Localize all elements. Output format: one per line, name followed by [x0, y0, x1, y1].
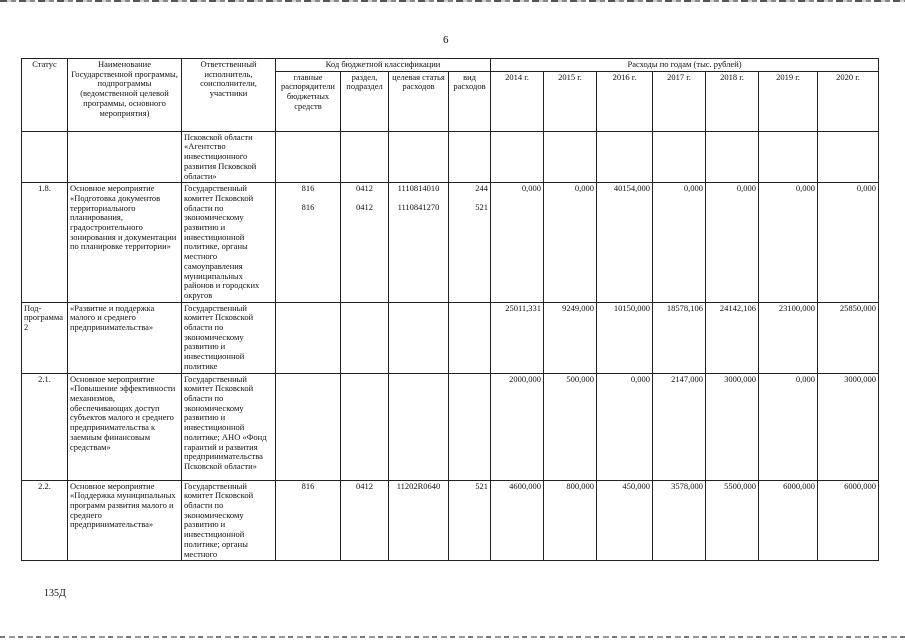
code-value: 0412	[356, 183, 373, 194]
header-responsible: Ответственный исполнитель, соисполнители, участники	[182, 59, 276, 132]
code-value: 521	[475, 480, 489, 491]
row-code-article	[389, 480, 449, 561]
row-code-article	[389, 131, 449, 183]
row-code-admin	[276, 480, 341, 561]
row-code-admin	[276, 302, 341, 373]
row-value: 25850,000	[818, 302, 879, 373]
page-code: 135Д	[44, 588, 66, 599]
row-name: Основное мероприятие «Повышение эффективности механизмов, обеспечивающих доступ субъектов малого и среднего предпринимательства к заемным финансовым средствам»	[68, 373, 182, 480]
code-value: 244	[475, 183, 489, 194]
code-value: 521	[475, 201, 489, 212]
header-budget-col: раздел, подраздел	[341, 71, 389, 131]
row-name: Основное мероприятие «Подготовка документов территориального планирования, градостроительного зонирования и документации по планировке территории»	[68, 183, 182, 302]
row-code-section	[341, 183, 389, 302]
row-value	[491, 131, 544, 183]
row-value: 3578,000	[653, 480, 706, 561]
header-year: 2016 г.	[597, 71, 653, 131]
code-value: 816	[301, 201, 315, 212]
row-code-type	[449, 183, 491, 302]
row-responsible: Государственный комитет Псковской области по экономическому развитию и инвестиционной политике	[182, 302, 276, 373]
code-value: 1110841270	[397, 201, 440, 212]
row-code-type	[449, 373, 491, 480]
row-code-section	[341, 131, 389, 183]
row-value: 500,000	[544, 373, 597, 480]
page-number: 6	[443, 34, 449, 46]
row-value: 5500,000	[706, 480, 759, 561]
code-value: 1110814010	[397, 183, 440, 194]
row-value	[818, 131, 879, 183]
header-year: 2017 г.	[653, 71, 706, 131]
row-name: «Развитие и поддержка малого и среднего предпринимательства»	[68, 302, 182, 373]
row-value	[759, 131, 818, 183]
header-budget-code-group: Код бюджетной классификации	[276, 59, 491, 72]
header-budget-col: главные распорядители бюджетных средств	[276, 71, 341, 131]
table-row	[22, 373, 879, 480]
row-responsible: Псковской области «Агентство инвестиционного развития Псковской области»	[182, 131, 276, 183]
row-code-article	[389, 183, 449, 302]
header-budget-col: вид расходов	[449, 71, 491, 131]
row-code-article	[389, 302, 449, 373]
row-code-section	[341, 480, 389, 561]
row-value: 450,000	[597, 480, 653, 561]
row-code-section	[341, 373, 389, 480]
row-value: 0,000	[544, 183, 597, 302]
row-value: 2000,000	[491, 373, 544, 480]
row-responsible: Государственный комитет Псковской области по экономическому развитию и инвестиционной политике; органы местного	[182, 480, 276, 561]
row-code-admin	[276, 373, 341, 480]
row-value: 25011,331	[491, 302, 544, 373]
row-value: 0,000	[653, 183, 706, 302]
row-name: Основное мероприятие «Поддержка муниципальных программ развития малого и среднего предпринимательства»	[68, 480, 182, 561]
header-name: Наименование Государственной программы, подпрограммы (ведомственной целевой программы, основного мероприятия)	[68, 59, 182, 132]
code-value: 816	[301, 183, 315, 194]
row-code-admin	[276, 183, 341, 302]
row-value	[597, 131, 653, 183]
row-value: 23100,000	[759, 302, 818, 373]
header-year: 2020 г.	[818, 71, 879, 131]
budget-table	[21, 58, 879, 561]
row-value: 3000,000	[706, 373, 759, 480]
row-value: 0,000	[759, 373, 818, 480]
row-value	[653, 131, 706, 183]
scan-bottom-edge	[0, 636, 905, 638]
header-expenses-group: Расходы по годам (тыс. рублей)	[491, 59, 879, 72]
header-year: 2014 г.	[491, 71, 544, 131]
row-value: 0,000	[759, 183, 818, 302]
row-code-type	[449, 480, 491, 561]
row-value: 9249,000	[544, 302, 597, 373]
row-code-article	[389, 373, 449, 480]
row-value: 40154,000	[597, 183, 653, 302]
row-value: 6000,000	[759, 480, 818, 561]
code-value: 0412	[356, 201, 373, 212]
header-year: 2015 г.	[544, 71, 597, 131]
row-value: 2147,000	[653, 373, 706, 480]
row-value: 6000,000	[818, 480, 879, 561]
row-value	[706, 131, 759, 183]
code-value: 11202R0640	[396, 480, 441, 491]
row-responsible: Государственный комитет Псковской области по экономическому развитию и инвестиционной политике; АНО «Фонд гарантий и развития предпринимательства Псковской области»	[182, 373, 276, 480]
row-value: 4600,000	[491, 480, 544, 561]
code-value: 0412	[356, 480, 373, 491]
row-value: 3000,000	[818, 373, 879, 480]
row-status: Под-программа 2	[22, 302, 68, 373]
row-status	[22, 131, 68, 183]
row-code-type	[449, 302, 491, 373]
row-status: 2.1.	[22, 373, 68, 480]
row-code-type	[449, 131, 491, 183]
row-code-section	[341, 302, 389, 373]
header-year: 2019 г.	[759, 71, 818, 131]
row-responsible: Государственный комитет Псковской области по экономическому развитию и инвестиционной политике, органы местного самоуправления муниципальных районов и городских округов	[182, 183, 276, 302]
row-value: 24142,106	[706, 302, 759, 373]
table-row	[22, 131, 879, 183]
row-value	[544, 131, 597, 183]
row-value: 0,000	[818, 183, 879, 302]
row-name	[68, 131, 182, 183]
table-row	[22, 302, 879, 373]
header-status: Статус	[22, 59, 68, 132]
row-value: 0,000	[597, 373, 653, 480]
table-row	[22, 480, 879, 561]
code-value: 816	[301, 480, 315, 491]
header-year: 2018 г.	[706, 71, 759, 131]
row-value: 0,000	[491, 183, 544, 302]
header-budget-col: целевая статья расходов	[389, 71, 449, 131]
row-value: 800,000	[544, 480, 597, 561]
scan-top-edge	[0, 0, 905, 2]
row-code-admin	[276, 131, 341, 183]
row-value: 18578,106	[653, 302, 706, 373]
row-value: 0,000	[706, 183, 759, 302]
table-row	[22, 183, 879, 302]
row-value: 10150,000	[597, 302, 653, 373]
row-status: 1.8.	[22, 183, 68, 302]
row-status: 2.2.	[22, 480, 68, 561]
